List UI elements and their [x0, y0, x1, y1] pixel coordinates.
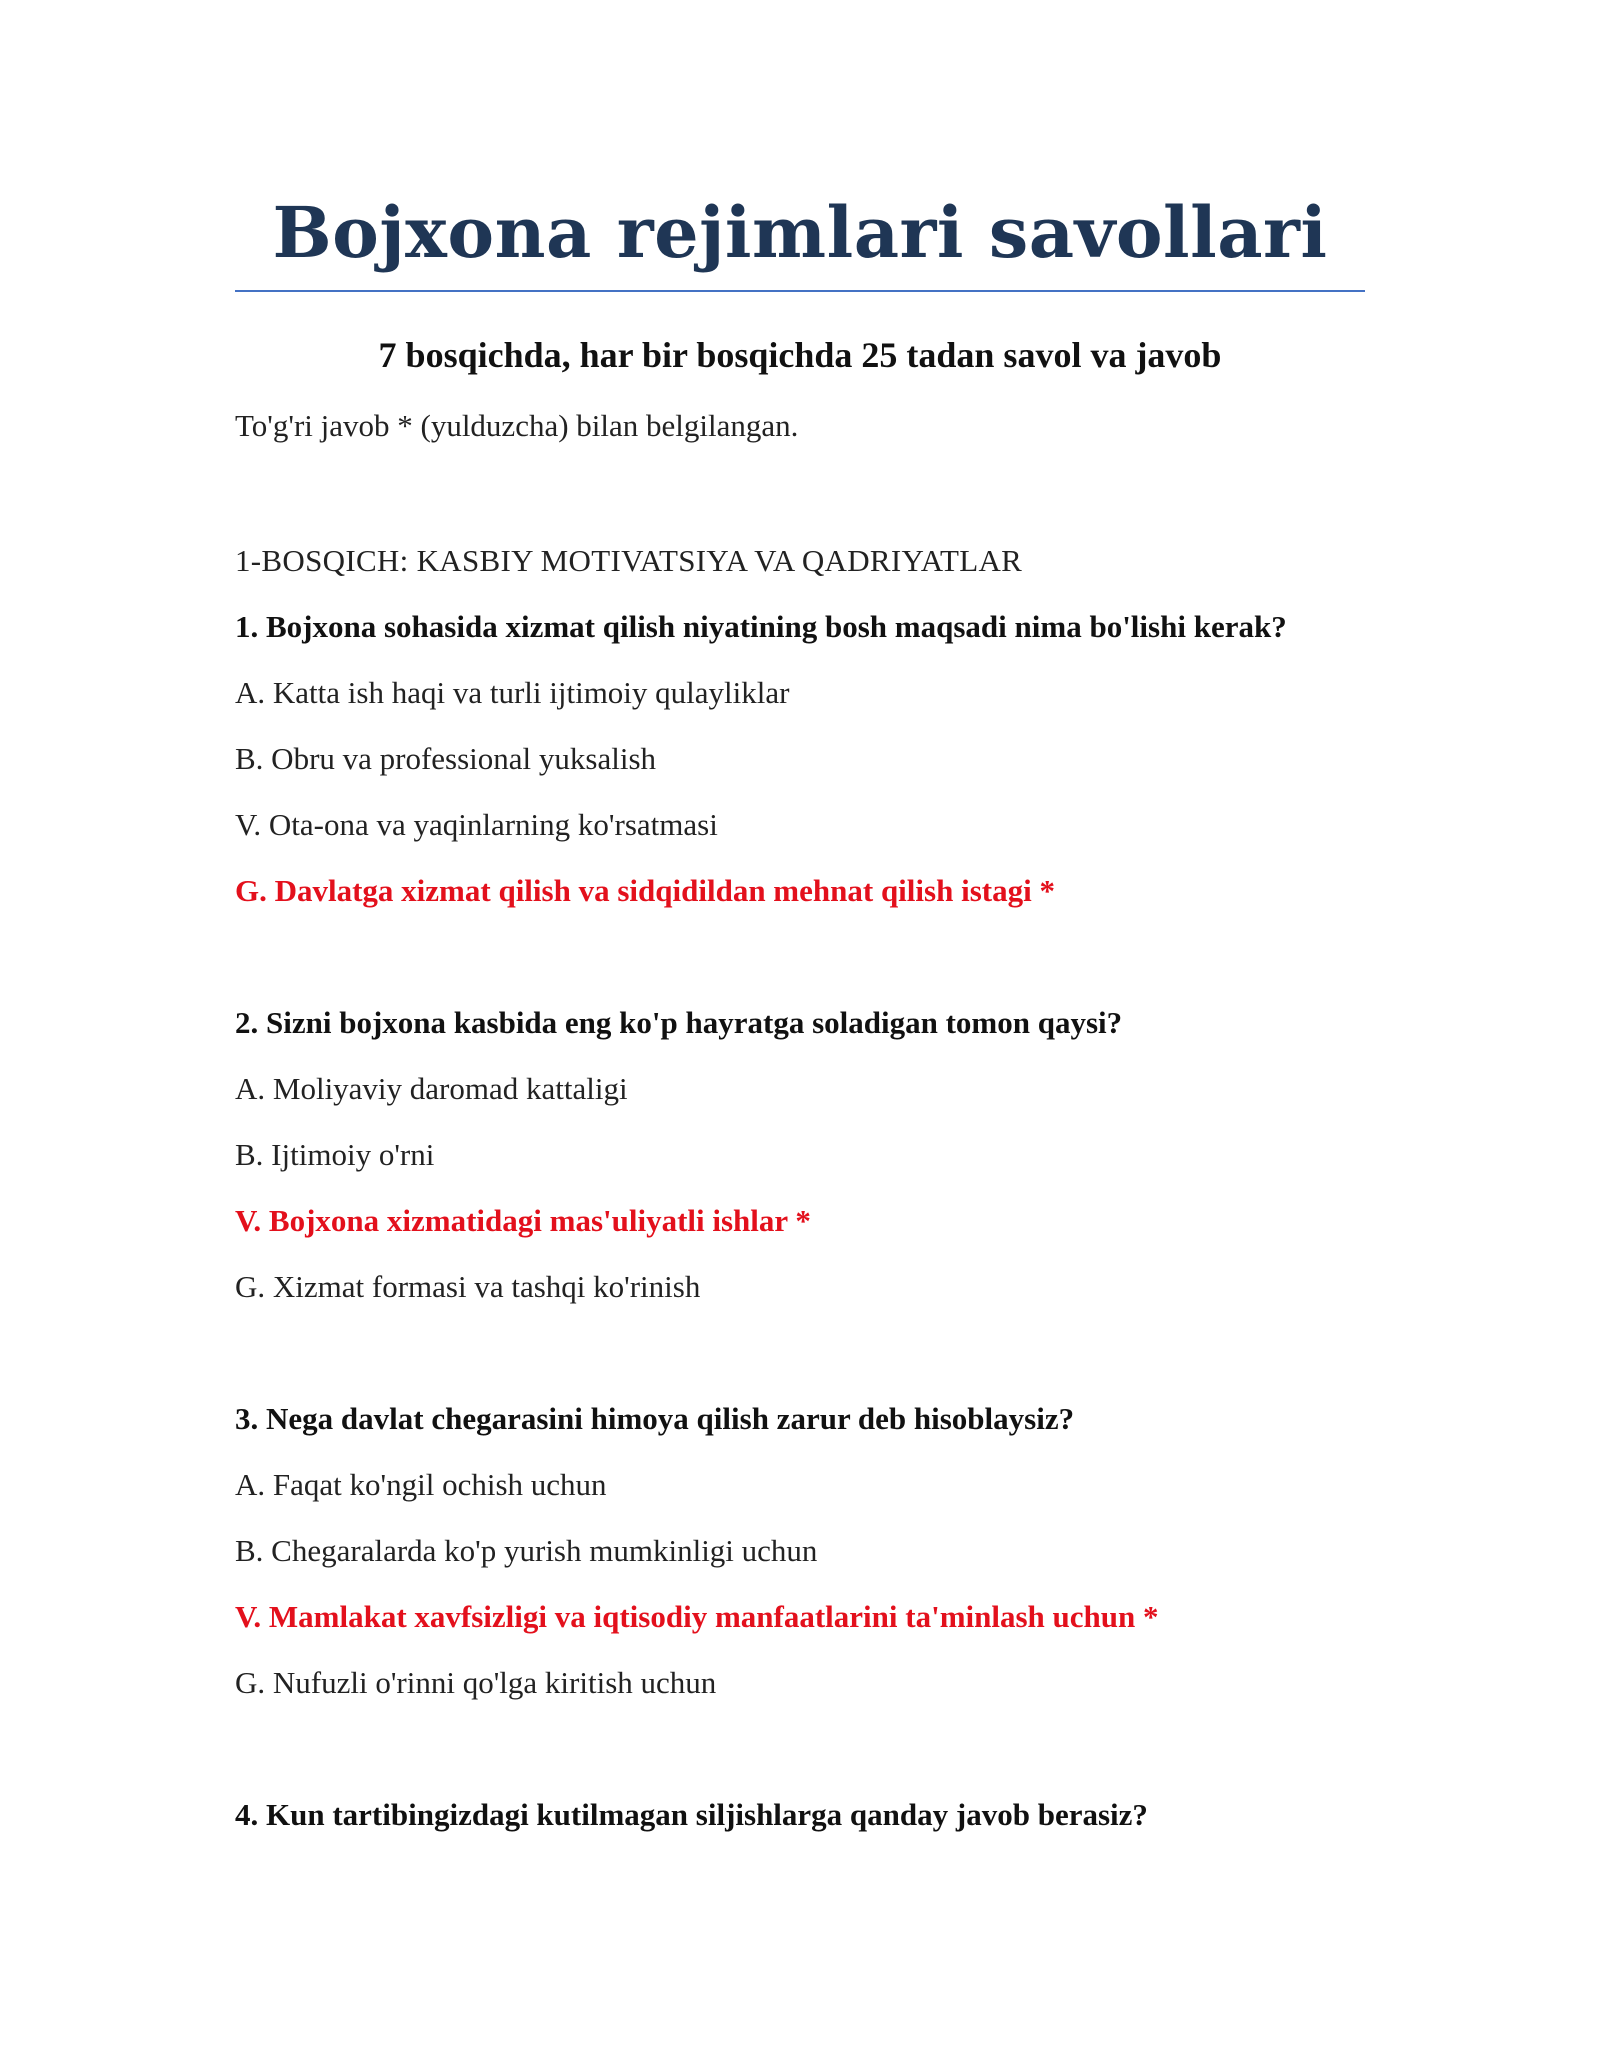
question-3-option-g: G. Nufuzli o'rinni qo'lga kiritish uchun [235, 1665, 717, 1700]
answer-key-note: To'g'ri javob * (yulduzcha) bilan belgilangan. [235, 408, 799, 443]
document-title: Bojxona rejimlari savollari [272, 191, 1328, 274]
question-1-option-a: A. Katta ish haqi va turli ijtimoiy qulayliklar [235, 675, 790, 710]
section-heading: 1-BOSQICH: KASBIY MOTIVATSIYA VA QADRIYATLAR [235, 543, 1023, 578]
question-2-option-g: G. Xizmat formasi va tashqi ko'rinish [235, 1269, 701, 1304]
question-3-correct-option: V. Mamlakat xavfsizligi va iqtisodiy manfaatlarini ta'minlash uchun * [235, 1599, 1159, 1634]
question-1-correct-option: G. Davlatga xizmat qilish va sidqidildan mehnat qilish istagi * [235, 873, 1055, 908]
question-2-option-b: B. Ijtimoiy o'rni [235, 1137, 435, 1172]
question-2-text: 2. Sizni bojxona kasbida eng ko'p hayratga soladigan tomon qaysi? [235, 1005, 1123, 1040]
question-2-option-a: A. Moliyaviy daromad kattaligi [235, 1071, 628, 1106]
document-subtitle: 7 bosqichda, har bir bosqichda 25 tadan savol va javob [378, 335, 1222, 375]
question-1-option-v: V. Ota-ona va yaqinlarning ko'rsatmasi [235, 807, 718, 842]
question-3-text: 3. Nega davlat chegarasini himoya qilish zarur deb hisoblaysiz? [235, 1401, 1075, 1436]
question-2-correct-option: V. Bojxona xizmatidagi mas'uliyatli ishlar * [235, 1203, 811, 1238]
question-1-option-b: B. Obru va professional yuksalish [235, 741, 657, 776]
question-3-option-b: B. Chegaralarda ko'p yurish mumkinligi uchun [235, 1533, 818, 1568]
title-underline [235, 290, 1365, 292]
question-4-text: 4. Kun tartibingizdagi kutilmagan siljishlarga qanday javob berasiz? [235, 1797, 1148, 1832]
question-3-option-a: A. Faqat ko'ngil ochish uchun [235, 1467, 607, 1502]
question-1-text: 1. Bojxona sohasida xizmat qilish niyatining bosh maqsadi nima bo'lishi kerak? [235, 609, 1287, 644]
